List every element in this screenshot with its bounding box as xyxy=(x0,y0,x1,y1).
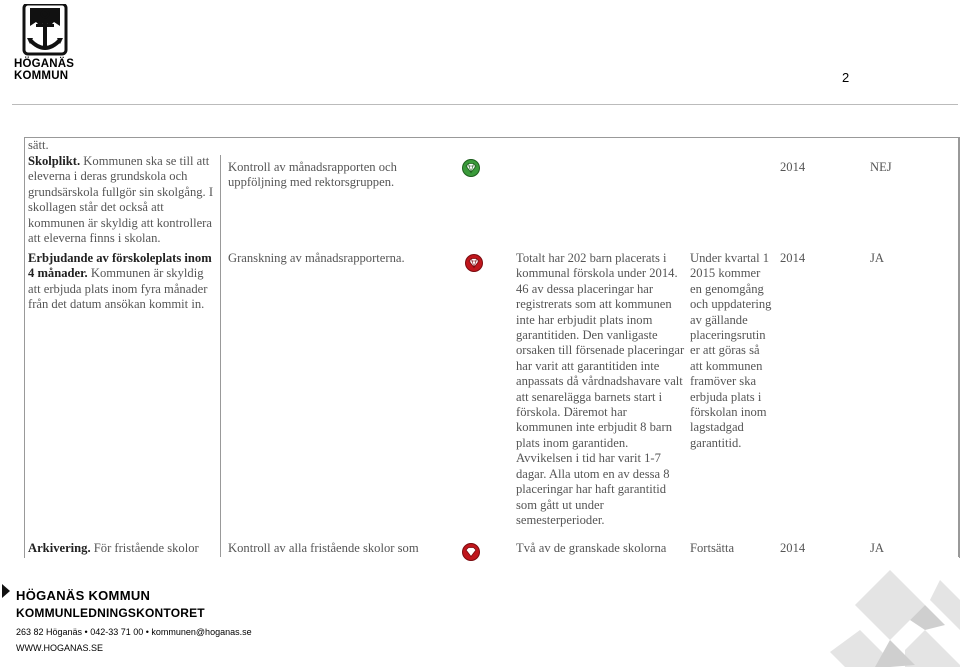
page-number: 2 xyxy=(842,70,850,85)
row2-result: Totalt har 202 barn placerats i kommunal förskola under 2014. 46 av dessa placeringar har registrerats som att kommunen inte har erbjudit plats inom garantitiden. Den vanligaste orsaken till försenade placeringar har varit att garantitiden inte anpassats då vårdnadshavare valt att senarelägga barnets start i förskola. Däremot har kommunen inte erbjudit 8 barn plats inom garantiden. Avvikelsen i tid har varit 1-7 dagar. Alla utom en av dessa 8 placeringar har haft garantitid som gått ut under semesterperioder. xyxy=(516,251,685,527)
column-divider xyxy=(220,155,221,557)
row2-title: Erbjudande av förskoleplats inom 4 månader. xyxy=(28,251,212,281)
decorative-pattern-icon xyxy=(820,570,960,667)
footer-web[interactable]: WWW.HOGANAS.SE xyxy=(16,643,104,653)
row2-control: Granskning av månadsrapporterna. xyxy=(228,251,405,265)
footer-office: KOMMUNLEDNINGSKONTORET xyxy=(16,606,205,620)
footer-org: HÖGANÄS KOMMUN xyxy=(16,588,151,603)
row1-title: Skolplikt. xyxy=(28,154,81,168)
top-fragment: sätt. xyxy=(28,138,49,152)
row3-requirement xyxy=(28,541,223,556)
row1-requirement xyxy=(28,154,218,246)
column-divider xyxy=(958,137,959,557)
row2-text: Kommunen är skyldig att erbjuda plats inom fyra månader från det datum ansökan kommit in. xyxy=(28,266,208,312)
divider xyxy=(24,137,25,153)
row1-text: Kommunen ska se till att eleverna i deras grundskola och grundsärskola fullgör sin skolgång. I skollagen står det också att kommunen är skyldig att kontrollera att eleverna finns i skolan. xyxy=(28,154,214,246)
green-diamond-icon xyxy=(462,159,480,177)
row1-year: 2014 xyxy=(780,160,806,174)
row3-action: Fortsätta xyxy=(690,541,735,555)
logo-text xyxy=(14,58,94,82)
footer-arrow-icon xyxy=(0,583,12,599)
row3-title: Arkivering. xyxy=(28,541,91,555)
row3-answer: JA xyxy=(870,541,884,555)
header-divider xyxy=(12,104,958,105)
row2-requirement xyxy=(28,251,218,313)
logo-line1: HÖGANÄS xyxy=(14,58,75,70)
row3-year: 2014 xyxy=(780,541,806,555)
red-diamond-icon xyxy=(465,254,483,272)
row3-control: Kontroll av alla fristående skolor som xyxy=(228,541,419,555)
footer-address: 263 82 Höganäs • 042-33 71 00 • kommunen@hoganas.se xyxy=(16,627,252,637)
row3-text: För fristående skolor xyxy=(90,541,199,555)
logo-line2: KOMMUN xyxy=(14,70,69,82)
row2-answer: JA xyxy=(870,251,884,265)
row2-action: Under kvartal 1 2015 kommer en genomgång och uppdatering av gällande placeringsrutin er att göras så att kommunen framöver ska erbjuda plats i förskolan inom lagstadgad garantitid. xyxy=(690,251,772,450)
row3-result: Två av de granskade skolorna xyxy=(516,541,667,555)
row1-control: Kontroll av månadsrapporten och uppföljning med rektorsgruppen. xyxy=(228,160,397,190)
row2-year: 2014 xyxy=(780,251,806,265)
red-diamond-icon xyxy=(462,543,480,561)
row1-answer: NEJ xyxy=(870,160,892,174)
